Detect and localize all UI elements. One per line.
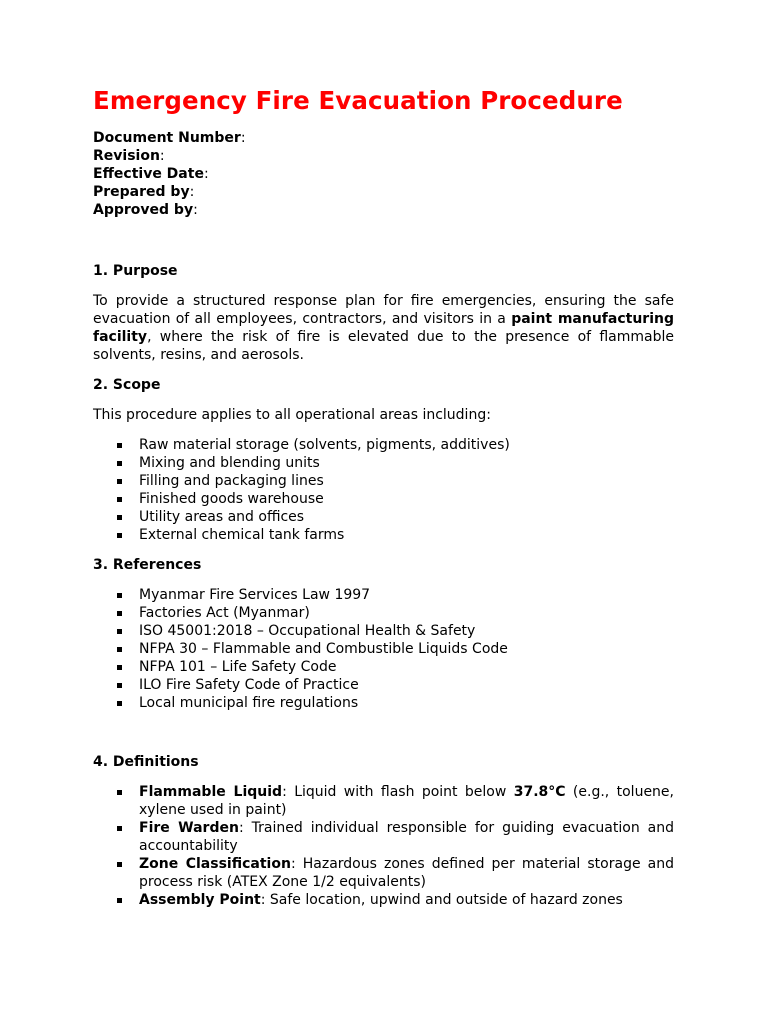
definition-term: Assembly Point [139,892,261,908]
square-bullet-icon [117,461,122,466]
section-heading-references: 3. References [93,557,202,573]
purpose-bold-text: paint manufacturing facility [93,311,674,345]
definition-term: Flammable Liquid [139,784,283,800]
list-item-text: ILO Fire Safety Code of Practice [139,677,359,693]
list-item-text: ISO 45001:2018 – Occupational Health & Safety [139,623,476,639]
list-item [93,676,674,694]
meta-document-number [93,129,246,147]
scope-list [93,436,674,544]
references-list [93,586,674,712]
square-bullet-icon [117,443,122,448]
meta-colon: : [203,166,209,182]
list-item [93,526,674,544]
square-bullet-icon [117,898,122,903]
meta-label: Effective Date [93,166,204,182]
definition-bold-value: 37.8°C [513,784,566,800]
list-item [93,490,674,508]
list-item [93,472,674,490]
square-bullet-icon [117,515,122,520]
list-item [93,658,674,676]
section-heading-purpose: 1. Purpose [93,263,178,279]
list-item [93,508,674,526]
meta-label: Approved by [93,202,194,218]
definition-term: Zone Classification [139,856,291,872]
meta-label: Revision [93,148,160,164]
meta-label: Document Number [93,130,241,146]
document-title: Emergency Fire Evacuation Procedure [93,86,623,115]
square-bullet-icon [117,647,122,652]
list-item-text: Myanmar Fire Services Law 1997 [139,587,371,603]
list-item [93,436,674,454]
purpose-text-end: , where the risk of fire is elevated due to the presence of flammable solvents, resins, and aerosols. [93,329,674,363]
section-heading-definitions: 4. Definitions [93,754,199,770]
list-item-text: Local municipal fire regulations [139,695,359,711]
purpose-text-start: To provide a structured response plan for fire emergencies, ensuring the safe evacuation of all employees, contractors, and visitors in a [93,293,674,327]
definition-term: Fire Warden [139,820,239,836]
list-item-text: NFPA 30 – Flammable and Combustible Liquids Code [139,641,508,657]
square-bullet-icon [117,533,122,538]
definition-item [93,819,674,855]
document-metadata [93,129,246,219]
scope-intro: This procedure applies to all operational areas including: [93,407,491,423]
list-item-text: NFPA 101 – Life Safety Code [139,659,337,675]
list-item-text: Filling and packaging lines [139,473,324,489]
definition-text: : Hazardous zones defined per material storage and process risk (ATEX Zone 1/2 equivalents) [139,856,674,890]
list-item-text: External chemical tank farms [139,527,345,543]
meta-revision [93,147,246,165]
list-item [93,454,674,472]
list-item-text: Utility areas and offices [139,509,305,525]
square-bullet-icon [117,665,122,670]
definition-item [93,891,674,909]
meta-approved-by [93,201,246,219]
square-bullet-icon [117,862,122,867]
section-heading-scope: 2. Scope [93,377,161,393]
list-item [93,604,674,622]
definition-item [93,855,674,891]
square-bullet-icon [117,629,122,634]
purpose-paragraph [93,292,674,364]
square-bullet-icon [117,701,122,706]
square-bullet-icon [117,826,122,831]
square-bullet-icon [117,611,122,616]
meta-colon: : [193,202,198,218]
definitions-list [93,783,674,909]
square-bullet-icon [117,479,122,484]
list-item-text: Mixing and blending units [139,455,320,471]
list-item [93,694,674,712]
meta-prepared-by [93,183,246,201]
meta-label: Prepared by [93,184,190,200]
list-item-text: Raw material storage (solvents, pigments, additives) [139,437,510,453]
list-item-text: Finished goods warehouse [139,491,324,507]
square-bullet-icon [117,593,122,598]
definition-text: : Safe location, upwind and outside of hazard zones [260,892,623,908]
square-bullet-icon [117,790,122,795]
square-bullet-icon [117,683,122,688]
definition-item [93,783,674,819]
definition-text: : Trained individual responsible for guiding evacuation and accountability [139,820,675,854]
definition-text: : Liquid with flash point below [282,784,514,800]
list-item [93,586,674,604]
meta-colon: : [189,184,195,200]
meta-effective-date [93,165,246,183]
square-bullet-icon [117,497,122,502]
meta-colon: : [240,130,246,146]
list-item [93,640,674,658]
list-item [93,622,674,640]
meta-colon: : [159,148,165,164]
definition-text-end: (e.g., toluene, xylene used in paint) [139,784,674,818]
list-item-text: Factories Act (Myanmar) [139,605,310,621]
